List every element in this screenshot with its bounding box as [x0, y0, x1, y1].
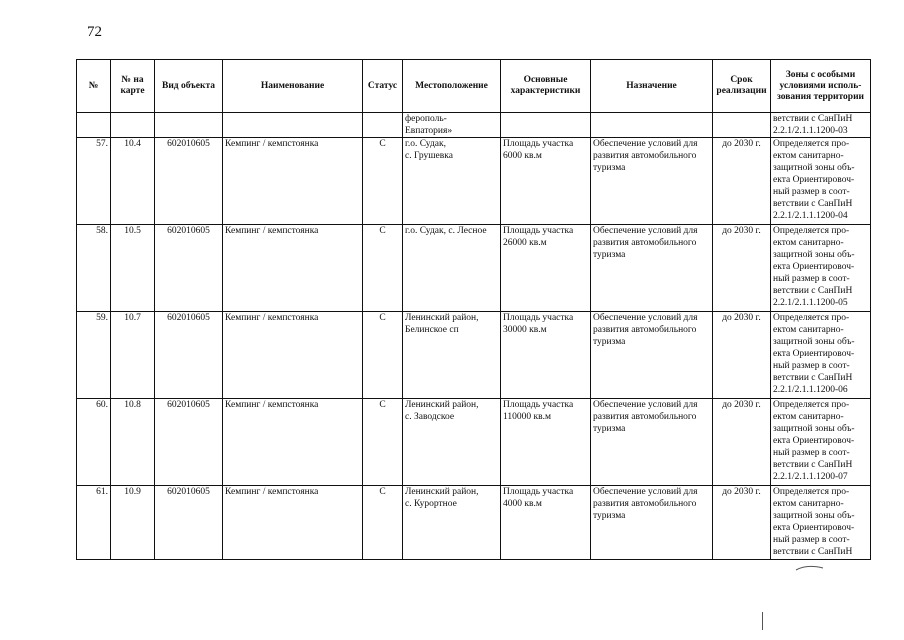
table-row: [77, 312, 871, 399]
cell-zones: Определяется про- ектом санитарно- защитной зоны объ- екта Ориентировоч- ный размер в соот- ветствии с СанПиН 2.2.1/2.1.1.1200-04: [771, 138, 871, 225]
header-num: №: [77, 60, 111, 113]
cell-characteristics: Площадь участка 4000 кв.м: [501, 486, 591, 560]
cell-characteristics: Площадь участка 30000 кв.м: [501, 312, 591, 399]
cell-location: г.о. Судак, с. Грушевка: [403, 138, 501, 225]
cell-object-type: 602010605: [155, 486, 223, 560]
header-map-num: № на карте: [111, 60, 155, 113]
table-row-continuation: [77, 113, 871, 138]
objects-table: [76, 59, 871, 560]
cell-characteristics: Площадь участка 110000 кв.м: [501, 399, 591, 486]
page-number: 72: [87, 24, 102, 40]
header-status: Статус: [363, 60, 403, 113]
table-row: [77, 225, 871, 312]
cell-zones: ветствии с СанПиН 2.2.1/2.1.1.1200-03: [771, 113, 871, 138]
header-location: Местоположение: [403, 60, 501, 113]
cell-term: до 2030 г.: [713, 399, 771, 486]
cell-term: до 2030 г.: [713, 225, 771, 312]
cell-object-type: 602010605: [155, 399, 223, 486]
cell-characteristics: Площадь участка 6000 кв.м: [501, 138, 591, 225]
cell-purpose: Обеспечение условий для развития автомобильного туризма: [591, 312, 713, 399]
cell-purpose: Обеспечение условий для развития автомобильного туризма: [591, 138, 713, 225]
cell-location: Ленинский район, Белинское сп: [403, 312, 501, 399]
cell-name: Кемпинг / кемпстоянка: [223, 225, 363, 312]
header-characteristics: Основные характеристики: [501, 60, 591, 113]
cell-name: Кемпинг / кемпстоянка: [223, 312, 363, 399]
cell-zones: Определяется про- ектом санитарно- защитной зоны объ- екта Ориентировоч- ный размер в соот- ветствии с СанПиН: [771, 486, 871, 560]
cell-characteristics: Площадь участка 26000 кв.м: [501, 225, 591, 312]
header-zones: Зоны с особыми условиями исполь-зования территории: [771, 60, 871, 113]
cell-location: Ленинский район, с. Заводское: [403, 399, 501, 486]
cell-num: 61.: [77, 486, 111, 560]
cell-map-num: 10.5: [111, 225, 155, 312]
cell-purpose: Обеспечение условий для развития автомобильного туризма: [591, 486, 713, 560]
cell-location: ферополь- Евпатория»: [403, 113, 501, 138]
pen-stroke-mark: [795, 562, 825, 572]
table-header-row: [77, 60, 871, 113]
cell-map-num: 10.7: [111, 312, 155, 399]
cell-purpose: Обеспечение условий для развития автомобильного туризма: [591, 225, 713, 312]
header-term: Срок реализации: [713, 60, 771, 113]
header-object-type: Вид объекта: [155, 60, 223, 113]
cell-purpose: Обеспечение условий для развития автомобильного туризма: [591, 399, 713, 486]
cell-zones: Определяется про- ектом санитарно- защитной зоны объ- екта Ориентировоч- ный размер в соот- ветствии с СанПиН 2.2.1/2.1.1.1200-06: [771, 312, 871, 399]
cell-num: 59.: [77, 312, 111, 399]
cell-location: г.о. Судак, с. Лесное: [403, 225, 501, 312]
cell-object-type: 602010605: [155, 312, 223, 399]
cell-num: 57.: [77, 138, 111, 225]
cell-zones: Определяется про- ектом санитарно- защитной зоны объ- екта Ориентировоч- ный размер в соот- ветствии с СанПиН 2.2.1/2.1.1.1200-05: [771, 225, 871, 312]
cell-map-num: 10.9: [111, 486, 155, 560]
cell-term: до 2030 г.: [713, 312, 771, 399]
cell-num: 60.: [77, 399, 111, 486]
cell-status: С: [363, 399, 403, 486]
table-row: [77, 399, 871, 486]
cell-status: С: [363, 138, 403, 225]
table-row: [77, 138, 871, 225]
cell-status: С: [363, 486, 403, 560]
cell-object-type: 602010605: [155, 138, 223, 225]
cell-object-type: 602010605: [155, 225, 223, 312]
cell-map-num: 10.8: [111, 399, 155, 486]
header-purpose: Назначение: [591, 60, 713, 113]
cell-location: Ленинский район, с. Курортное: [403, 486, 501, 560]
cell-map-num: 10.4: [111, 138, 155, 225]
cell-name: Кемпинг / кемпстоянка: [223, 399, 363, 486]
cell-num: 58.: [77, 225, 111, 312]
table-row: [77, 486, 871, 560]
cell-status: С: [363, 225, 403, 312]
cell-name: Кемпинг / кемпстоянка: [223, 486, 363, 560]
scan-mark: [762, 612, 763, 630]
cell-zones: Определяется про- ектом санитарно- защитной зоны объ- екта Ориентировоч- ный размер в соот- ветствии с СанПиН 2.2.1/2.1.1.1200-07: [771, 399, 871, 486]
cell-term: до 2030 г.: [713, 486, 771, 560]
header-name: Наименование: [223, 60, 363, 113]
cell-status: С: [363, 312, 403, 399]
cell-term: до 2030 г.: [713, 138, 771, 225]
cell-name: Кемпинг / кемпстоянка: [223, 138, 363, 225]
